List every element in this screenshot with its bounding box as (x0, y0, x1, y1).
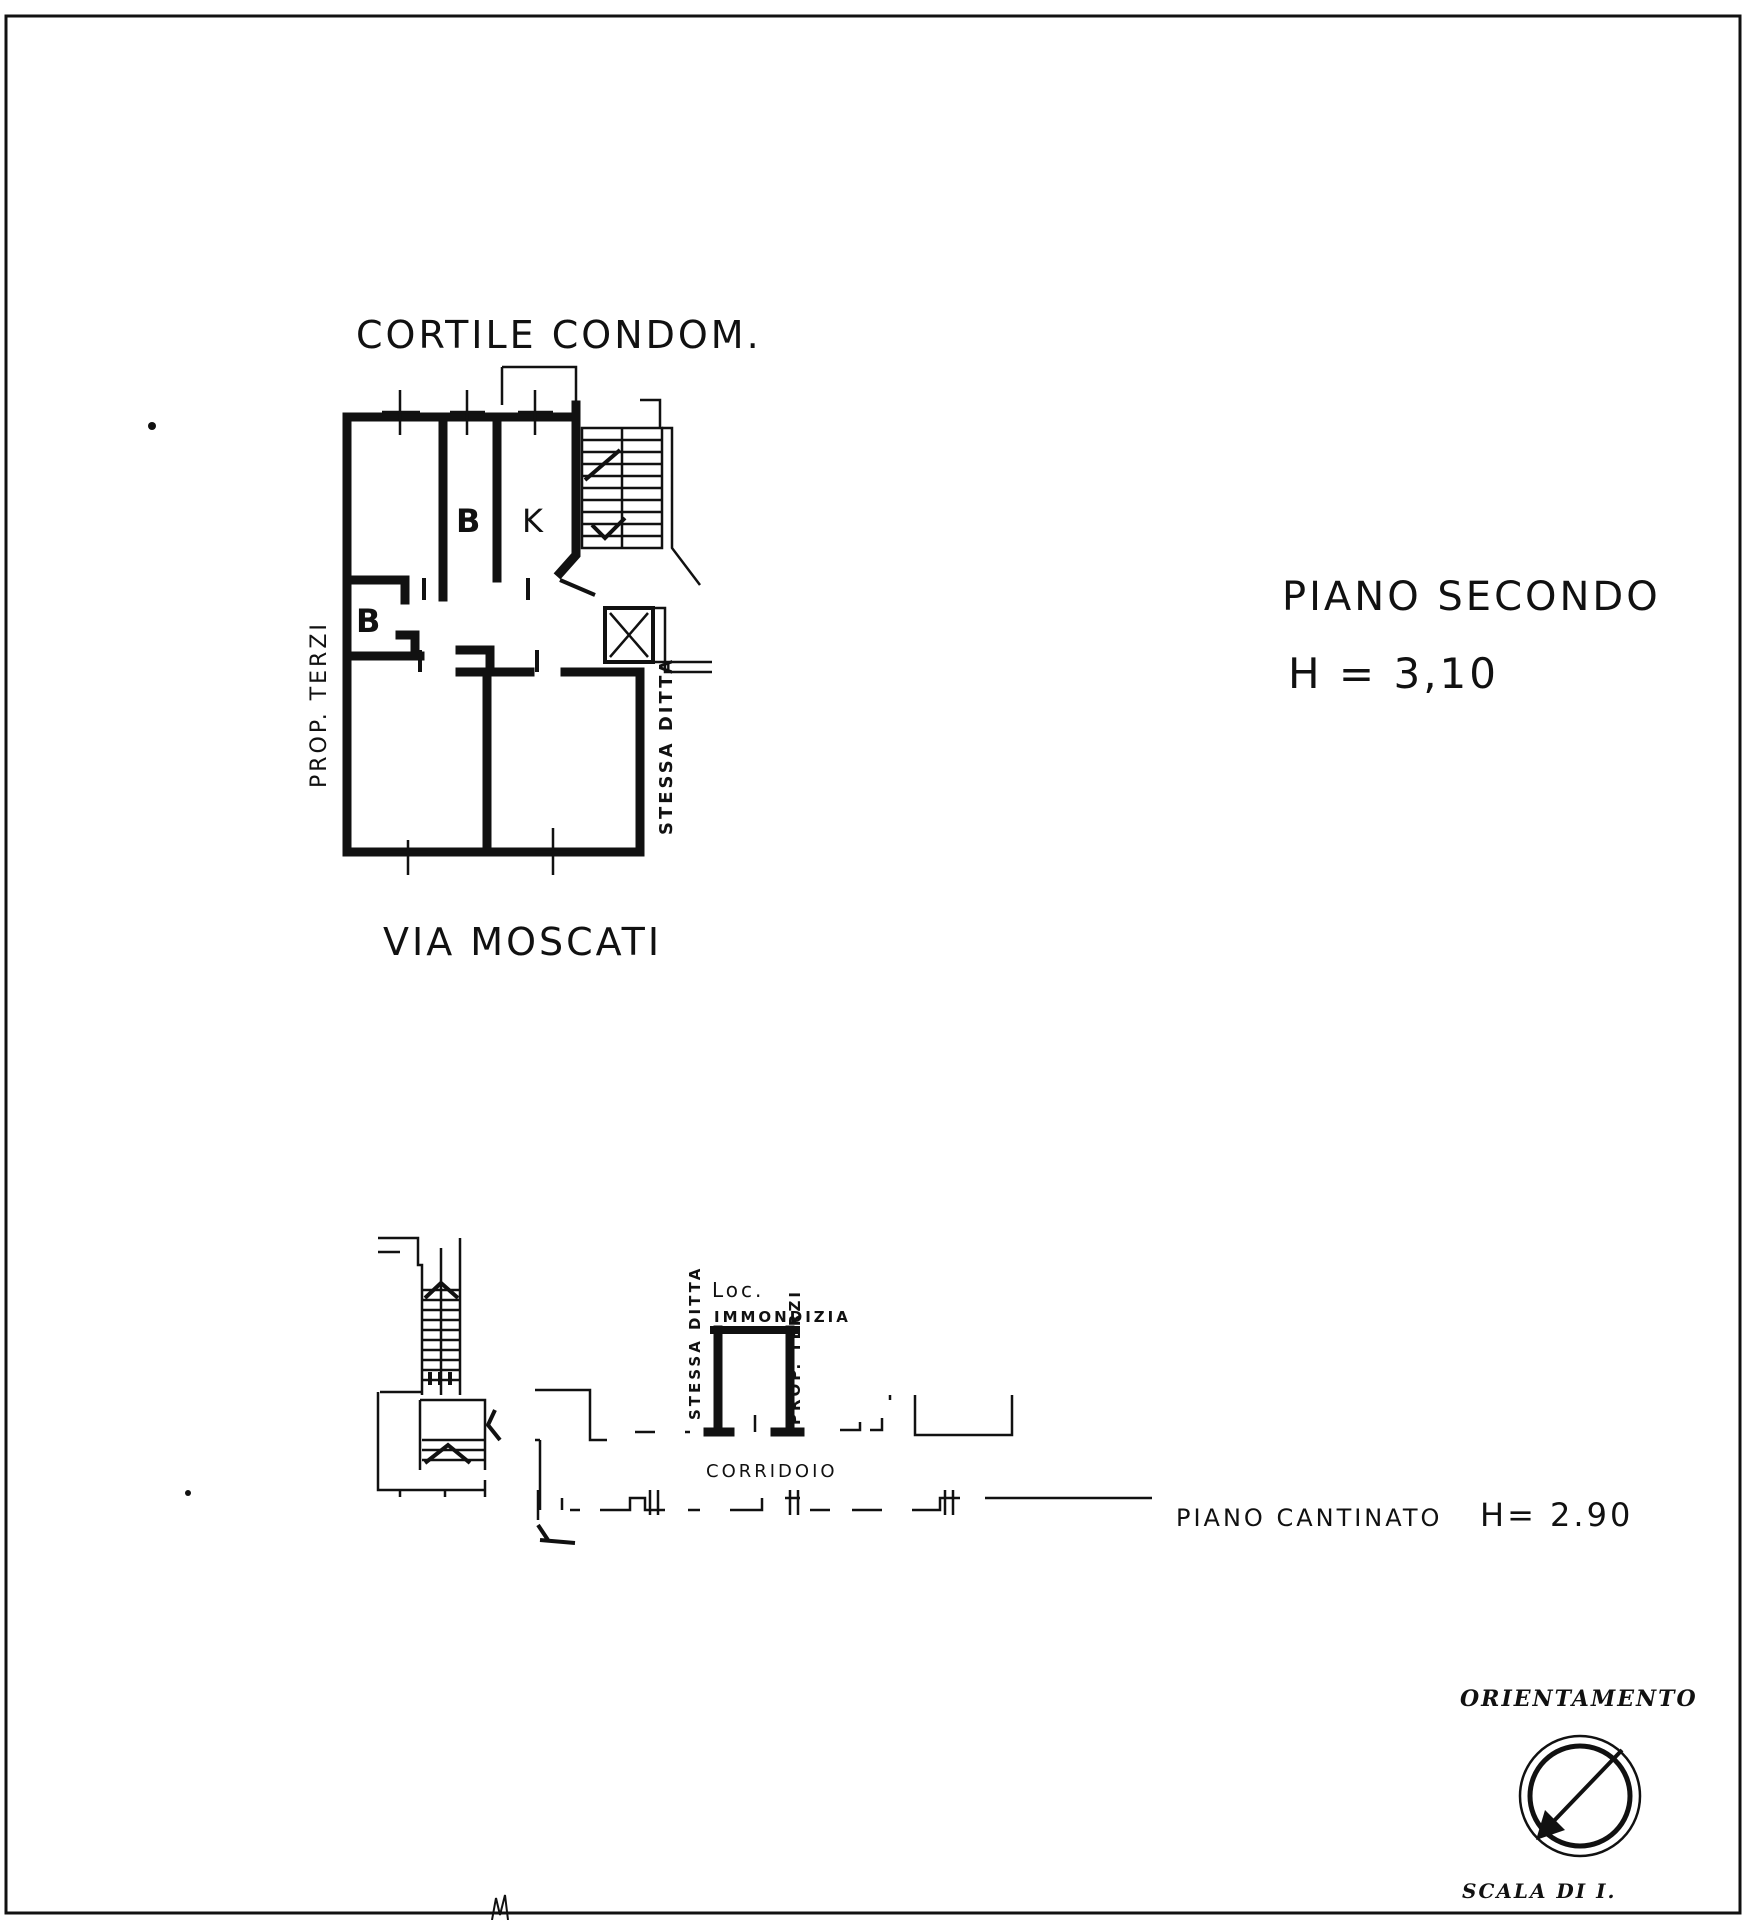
door-mark-basement (488, 1410, 500, 1440)
corridor-label: CORRIDOIO (706, 1461, 838, 1482)
stray-dot (148, 422, 156, 430)
second-floor-plan (307, 313, 762, 964)
orientation-title: ORIENTAMENTO (1460, 1686, 1698, 1712)
label-west-neighbor: PROP. TERZI (307, 621, 332, 788)
signature-scribble (492, 1895, 508, 1920)
basement-stair-outline (378, 1238, 460, 1395)
room-label-kitchen: K (522, 502, 546, 540)
basement-cells (840, 1395, 1012, 1435)
basement-door-mark (538, 1525, 575, 1543)
label-east-same-owner: STESSA DITTA (656, 657, 677, 835)
windows (382, 367, 576, 875)
basement-plan (378, 1238, 1152, 1543)
basement-stair-treads (422, 1248, 485, 1460)
basement-wall-segment (535, 1390, 690, 1510)
partition-stair (560, 405, 576, 573)
basement-stair-landing (378, 1392, 485, 1497)
scale-label: SCALA DI I. (1462, 1879, 1617, 1903)
refuse-room-label-1: Loc. (712, 1278, 765, 1302)
wall-stub (460, 650, 490, 670)
room-label-bath-2: B (356, 602, 384, 640)
staircase (582, 400, 700, 585)
floor-second-title: PIANO SECONDO (1282, 574, 1661, 620)
corridor-ticks (538, 1490, 953, 1520)
refuse-room-label-2: IMMONDIZIA (714, 1308, 851, 1326)
label-courtyard: CORTILE CONDOM. (356, 313, 762, 357)
north-arrow-icon (1520, 1736, 1640, 1856)
label-street: VIA MOSCATI (383, 920, 663, 964)
floor-basement-title: PIANO CANTINATO (1176, 1504, 1443, 1532)
sheet-border (6, 16, 1740, 1913)
label-basement-same-owner: STESSA DITTA (686, 1265, 704, 1420)
label-basement-neighbor: PROP. TERZI (786, 1289, 804, 1425)
floor-basement-height: H= 2.90 (1480, 1496, 1634, 1534)
floor-second-height: H = 3,10 (1288, 649, 1499, 698)
stray-dot (185, 1490, 191, 1496)
stair-bars (430, 1372, 450, 1385)
room-label-bath: B (456, 502, 484, 540)
